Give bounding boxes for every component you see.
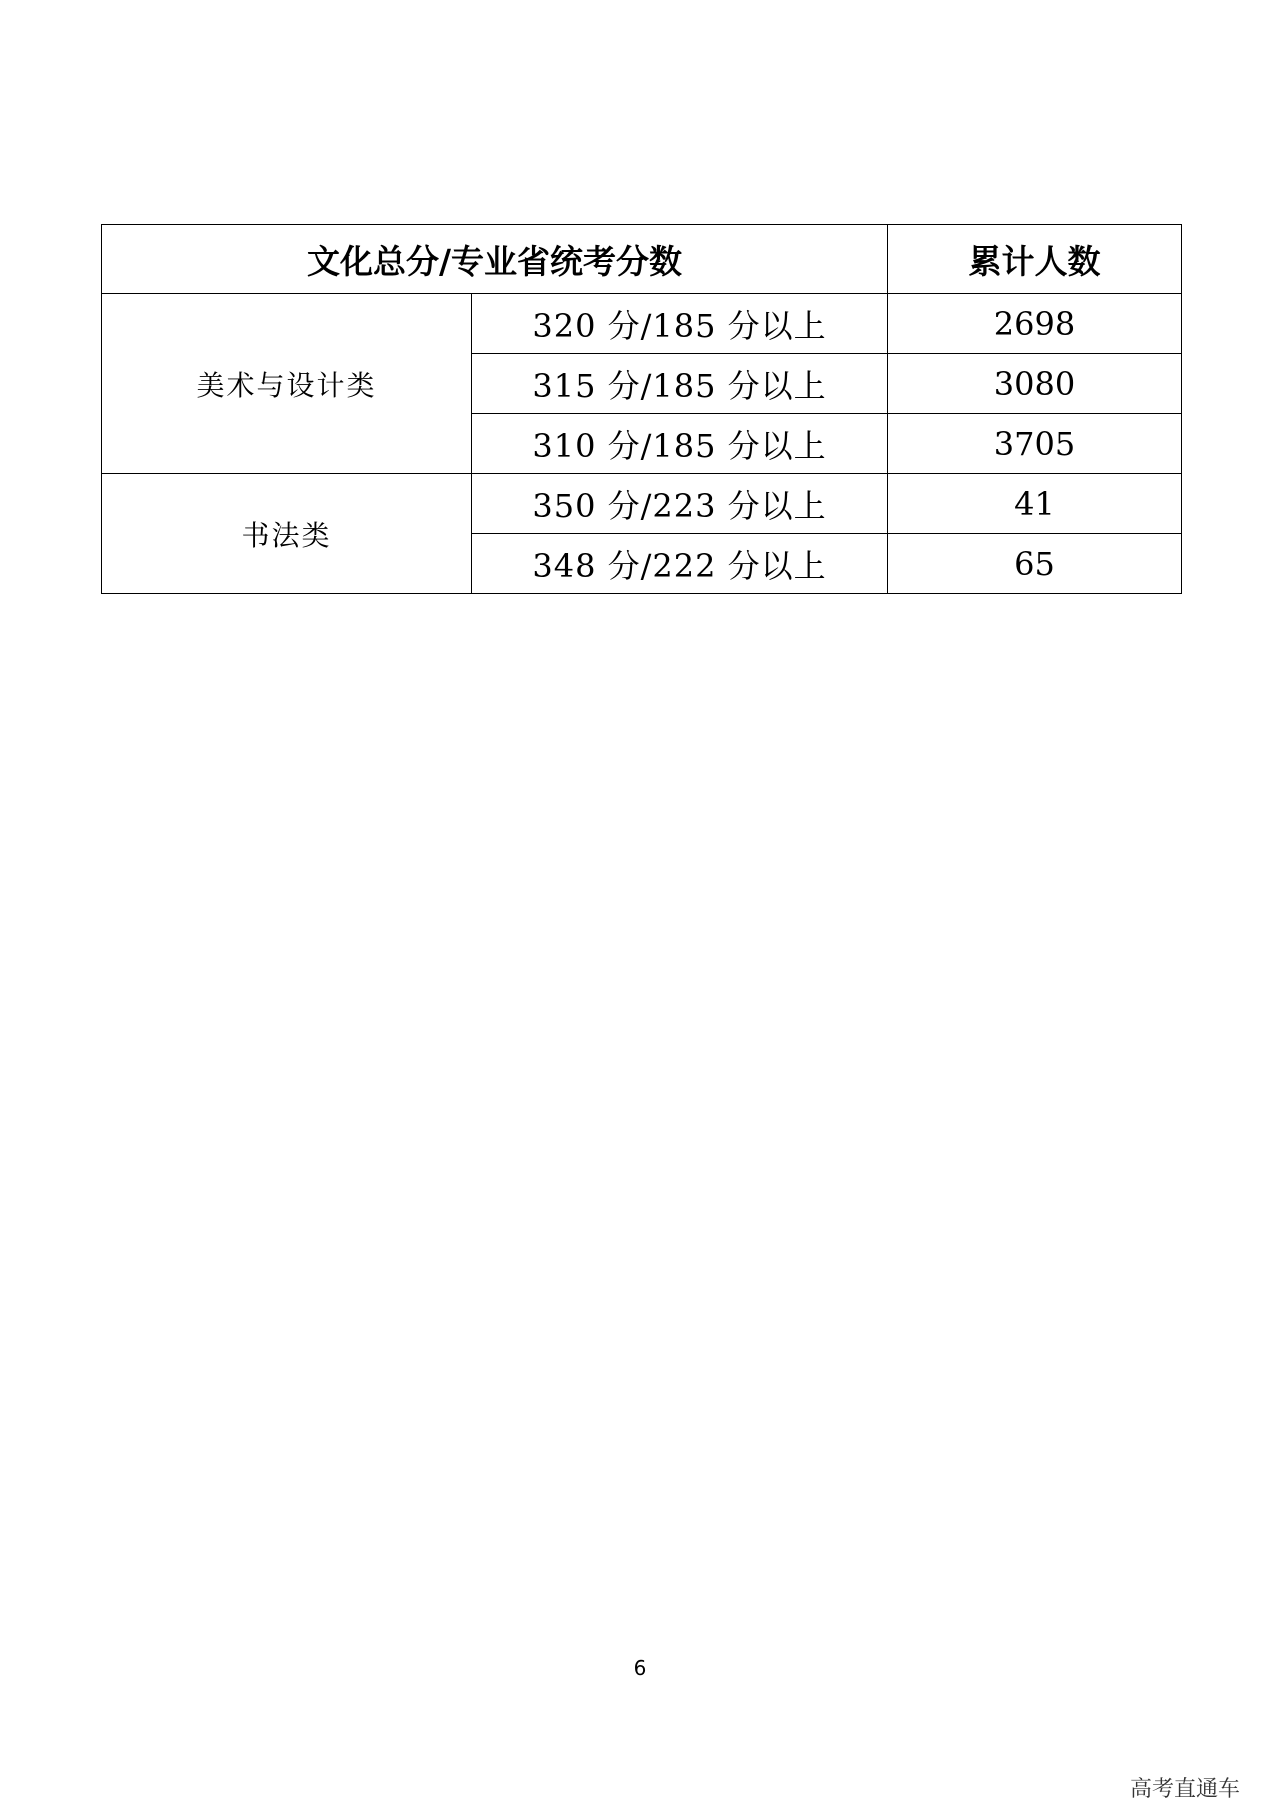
- score-cell: 320 分/185 分以上: [472, 294, 888, 354]
- category-cell: 书法类: [102, 474, 472, 594]
- count-cell: 3080: [888, 354, 1182, 414]
- score-cell: 350 分/223 分以上: [472, 474, 888, 534]
- watermark: 高考直通车: [1129, 1777, 1240, 1802]
- category-cell: 美术与设计类: [102, 294, 472, 474]
- score-cell: 348 分/222 分以上: [472, 534, 888, 594]
- table-row: [102, 294, 1182, 354]
- count-cell: 65: [888, 534, 1182, 594]
- header-score-label: 文化总分/专业省统考分数: [102, 225, 888, 294]
- score-cell: 310 分/185 分以上: [472, 414, 888, 474]
- count-cell: 2698: [888, 294, 1182, 354]
- score-cell: 315 分/185 分以上: [472, 354, 888, 414]
- page-number: 6: [633, 1656, 647, 1680]
- table-row: [102, 474, 1182, 534]
- count-cell: 41: [888, 474, 1182, 534]
- count-cell: 3705: [888, 414, 1182, 474]
- table-header-row: [102, 225, 1182, 294]
- score-table: [101, 224, 1182, 594]
- header-count-label: 累计人数: [888, 225, 1182, 294]
